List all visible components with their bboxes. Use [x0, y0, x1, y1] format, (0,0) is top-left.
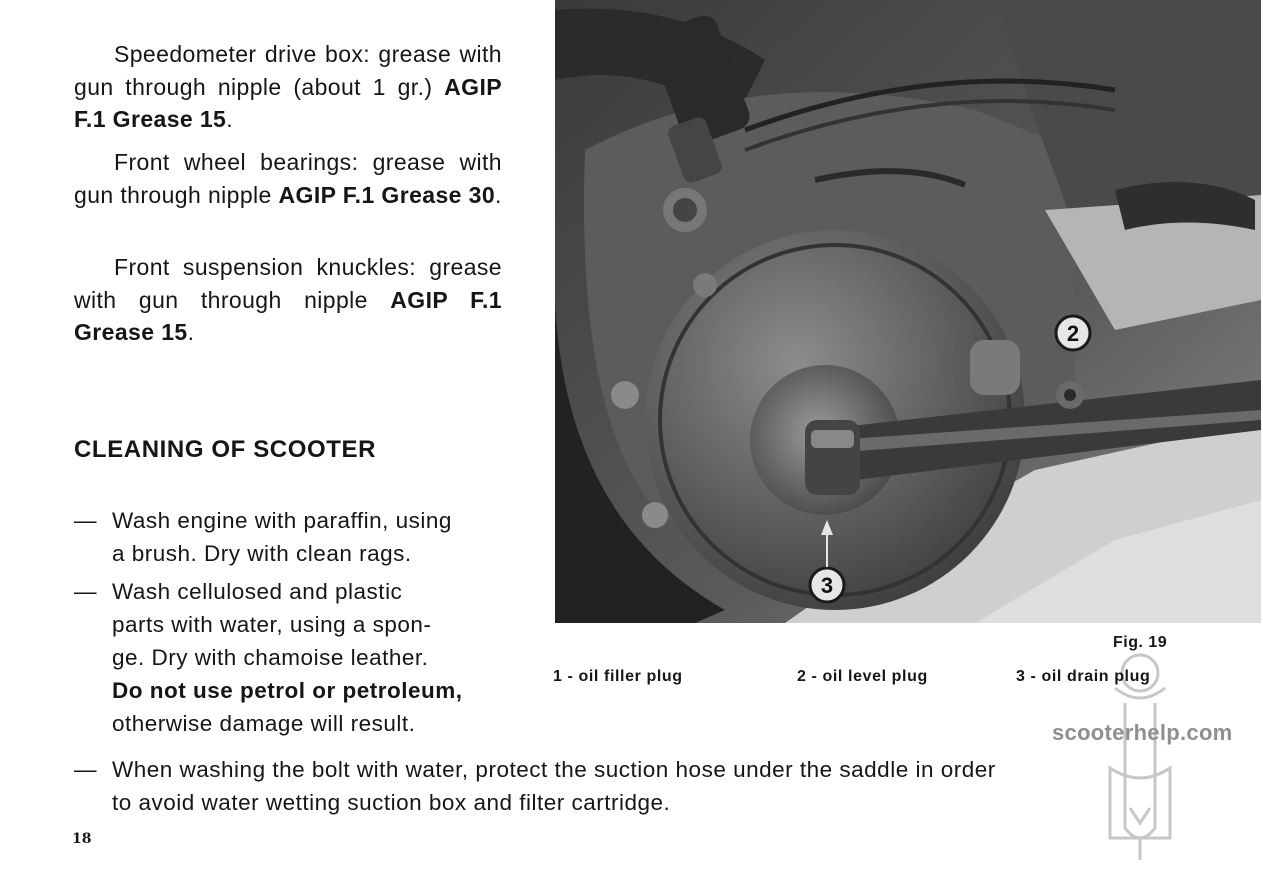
grease-spec: AGIP F.1 Grease 15: [74, 286, 502, 345]
bullet-line: otherwise damage will result.: [112, 711, 416, 736]
bullet-line: ge. Dry with chamoise leather.: [112, 645, 429, 670]
bullet-warning: Do not use petrol or petroleum,: [112, 678, 463, 703]
engine-photo: [555, 0, 1261, 623]
bullet-dash: —: [74, 508, 97, 533]
grease-spec: AGIP F.1 Grease 15: [74, 73, 502, 132]
caption-oil-filler-plug: 1 - oil filler plug: [553, 668, 683, 685]
bullet-line: When washing the bolt with water, protect the suction hose under the saddle in order: [112, 757, 996, 782]
bullet-dash: —: [74, 579, 97, 604]
bullet-line: Wash engine with paraffin, using: [112, 508, 452, 533]
caption-oil-drain-plug: 3 - oil drain plug: [1016, 668, 1151, 685]
bullet-line: Wash cellulosed and plastic: [112, 579, 403, 604]
grease-spec: AGIP F.1 Grease 30: [278, 181, 496, 208]
callout-2: 2: [1066, 321, 1080, 346]
caption-oil-level-plug: 2 - oil level plug: [797, 668, 928, 685]
bullet-dash: —: [74, 757, 97, 782]
figure-number: Fig. 19: [1113, 634, 1168, 651]
paragraph-front-wheel-bearings: Front wheel bearings: grease with gun through nipple AGIP F.1 Grease 30.: [74, 149, 502, 208]
page-number: 18: [72, 831, 92, 847]
callout-3: 3: [820, 573, 834, 598]
section-heading: CLEANING OF SCOOTER: [74, 436, 377, 463]
engine-illustration: [555, 0, 1261, 623]
bullet-line: parts with water, using a spon-: [112, 612, 432, 637]
bullet-line: a brush. Dry with clean rags.: [112, 541, 412, 566]
watermark-text: scooterhelp.com: [1052, 720, 1233, 745]
paragraph-speedometer-drive-box: Speedometer drive box: grease with gun through nipple (about 1 gr.) AGIP F.1 Grease 15.: [74, 41, 502, 132]
bullet-line: to avoid water wetting suction box and filter cartridge.: [112, 790, 671, 815]
paragraph-front-suspension-knuckles: Front suspension knuckles: grease with gun through nipple AGIP F.1 Grease 15.: [74, 254, 502, 345]
